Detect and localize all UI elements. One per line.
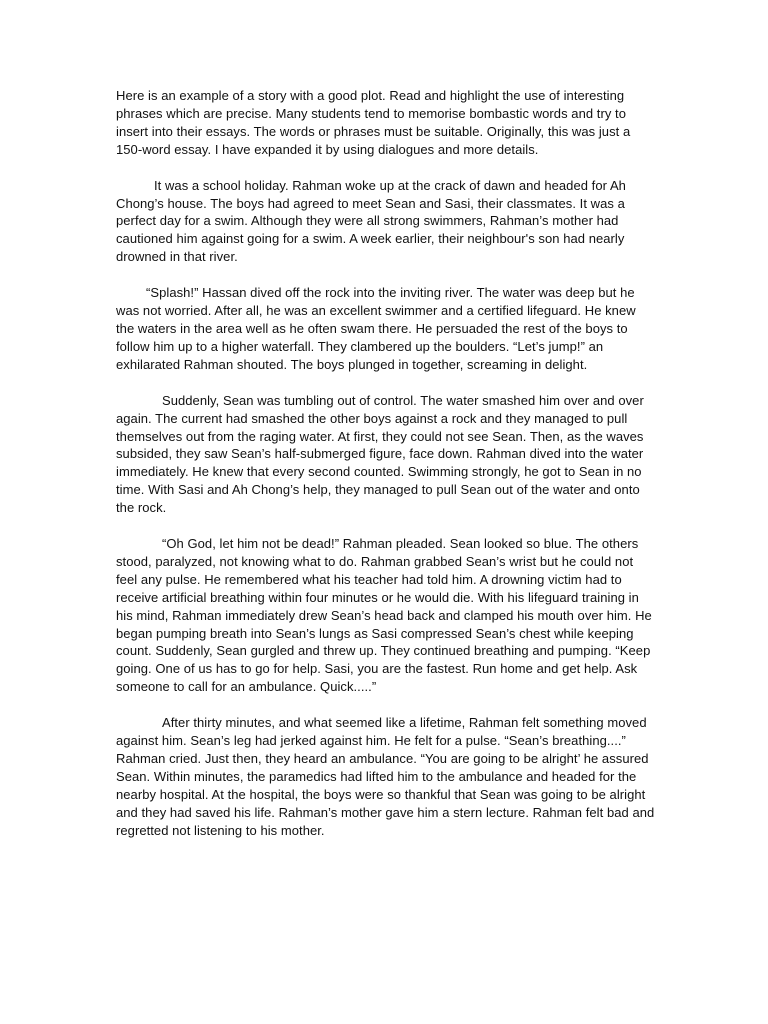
story-paragraph-3: Suddenly, Sean was tumbling out of control. The water smashed him over and over again. The current had smashed the other boys against a rock and they managed to pull themselves out from the raging water. At first, they could not see Sean. Then, as the waves subsided, they saw Sean’s half-submerged figure, face down. Rahman dived into the water immediately. He knew that every second counted. Swimming strongly, he got to Sean in no time. With Sasi and Ah Chong’s help, they managed to pull Sean out of the water and onto the rock. [116, 392, 644, 516]
story-paragraph-1: It was a school holiday. Rahman woke up at the crack of dawn and headed for Ah Chong’s house. The boys had agreed to meet Sean and Sasi, their classmates. It was a perfect day for a swim. Although they were all strong swimmers, Rahman’s mother had cautioned him against going for a swim. A week earlier, their neighbour's son had nearly drowned in that river. [116, 177, 626, 265]
story-paragraph-5: After thirty minutes, and what seemed like a lifetime, Rahman felt something moved against him. Sean’s leg had jerked against him. He felt for a pulse. “Sean’s breathing....” Rahman cried. Just then, they heard an ambulance. “You are going to be alright’ he assured Sean. Within minutes, the paramedics had lifted him to the ambulance and headed for the nearby hospital. At the hospital, the boys were so thankful that Sean was going to be alright and they had saved his life. Rahman’s mother gave him a stern lecture. Rahman felt bad and regretted not listening to his mother. [116, 715, 655, 838]
document-page [116, 87, 656, 858]
intro-paragraph: Here is an example of a story with a good plot. Read and highlight the use of interesting phrases which are precise. Many students tend to memorise bombastic words and try to insert into their essays. The words or phrases must be suitable. Originally, this was just a 150-word essay. I have expanded it by using dialogues and more details. [116, 88, 631, 157]
story-paragraph-4: “Oh God, let him not be dead!” Rahman pleaded. Sean looked so blue. The others stood, paralyzed, not knowing what to do. Rahman grabbed Sean’s wrist but he could not feel any pulse. He remembered what his teacher had told him. A drowning victim had to receive artificial breathing within four minutes or he would die. With his lifeguard training in his mind, Rahman immediately drew Sean’s head back and clamped his mouth over him. He began pumping breath into Sean’s lungs as Sasi compressed Sean’s chest while keeping count. Suddenly, Sean gurgled and threw up. They continued breathing and pumping. “Keep going. One of us has to go for help. Sasi, you are the fastest. Run home and get help. Ask someone to call for an ambulance. Quick.....” [116, 536, 652, 695]
story-paragraph-2: “Splash!” Hassan dived off the rock into the inviting river. The water was deep but he was not worried. After all, he was an excellent swimmer and a certified lifeguard. He knew the waters in the area well as he often swam there. He persuaded the rest of the boys to follow him up to a higher waterfall. They clambered up the boulders. “Let’s jump!” an exhilarated Rahman shouted. The boys plunged in together, screaming in delight. [116, 285, 636, 372]
